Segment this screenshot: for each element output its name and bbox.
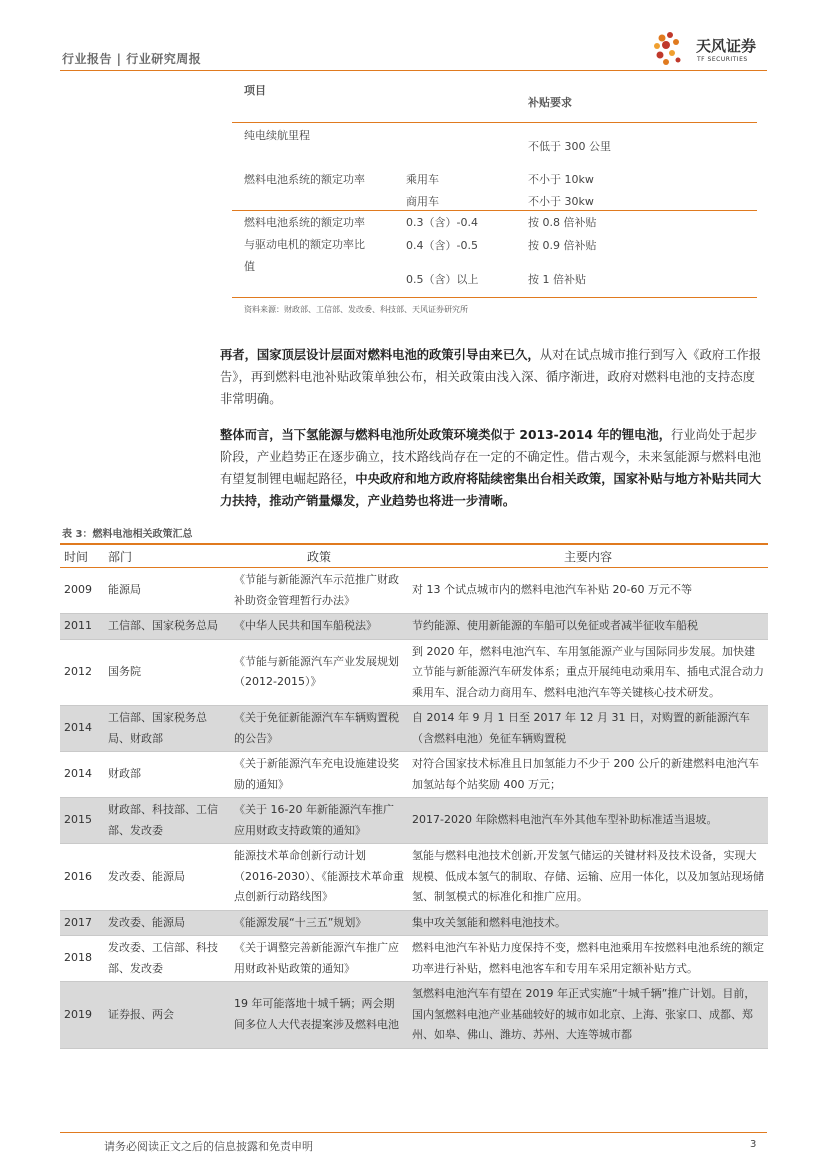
ratio-range: 0.3（含）-0.4 xyxy=(406,216,478,229)
cell-content: 集中攻关氢能和燃料电池技术。 xyxy=(408,910,768,936)
range-label: 纯电续航里程 xyxy=(244,129,310,142)
logo-text-cn: 天风证券 xyxy=(696,37,757,55)
range-requirement: 不低于 300 公里 xyxy=(528,140,611,153)
cell-year: 2015 xyxy=(60,798,104,844)
ratio-label-line: 与驱动电机的额定功率比 xyxy=(244,238,365,251)
cell-policy: 《节能与新能源汽车产业发展规划（2012-2015）》 xyxy=(230,639,408,706)
table-header-row xyxy=(60,544,768,568)
cell-policy: 《能源发展“十三五”规划》 xyxy=(230,910,408,936)
table-row xyxy=(60,798,768,844)
col-header-department: 部门 xyxy=(104,544,230,568)
cell-department: 国务院 xyxy=(104,639,230,706)
cell-department: 发改委、工信部、科技部、发改委 xyxy=(104,936,230,982)
cell-content: 节约能源、使用新能源的车船可以免征或者减半征收车船税 xyxy=(408,614,768,640)
cell-year: 2019 xyxy=(60,982,104,1049)
paragraph-bold-lead: 整体而言，当下氢能源与燃料电池所处政策环境类似于 2013-2014 年的锂电池， xyxy=(220,428,672,442)
paragraph-bold-lead: 再者，国家顶层设计层面对燃料电池的政策引导由来已久， xyxy=(220,348,540,362)
cell-content: 燃料电池汽车补贴力度保持不变，燃料电池乘用车按燃料电池系统的额定功率进行补贴，燃料电池客车和专用车采用定额补贴方式。 xyxy=(408,936,768,982)
ratio-requirement: 按 0.8 倍补贴 xyxy=(528,216,597,229)
table-rule xyxy=(232,122,757,123)
cell-department: 能源局 xyxy=(104,568,230,614)
cell-policy: 《中华人民共和国车船税法》 xyxy=(230,614,408,640)
paragraph-bold-conclusion: 中央政府和地方政府将陆续密集出台相关政策，国家补贴与地方补贴共同大力扶持，推动产销量爆发，产业趋势也将进一步清晰。 xyxy=(220,472,762,508)
paragraph-policy-history xyxy=(220,344,765,410)
table-rule xyxy=(232,210,757,211)
cell-year: 2011 xyxy=(60,614,104,640)
power-requirement: 不小于 10kw xyxy=(528,173,594,186)
cell-policy: 《关于新能源汽车充电设施建设奖励的通知》 xyxy=(230,752,408,798)
logo-text-en: TF SECURITIES xyxy=(697,56,748,63)
ratio-requirement: 按 0.9 倍补贴 xyxy=(528,239,597,252)
cell-department: 工信部、国家税务总局 xyxy=(104,614,230,640)
table-row xyxy=(60,844,768,911)
table-caption: 表 3：燃料电池相关政策汇总 xyxy=(62,529,193,540)
col-header-item: 项目 xyxy=(244,84,266,97)
power-type: 乘用车 xyxy=(406,173,439,186)
cell-content: 氢能与燃料电池技术创新,开发氢气储运的关键材料及技术设备，实现大规模、低成本氢气的制取、存储、运输、应用一体化，以及加氢站现场储氢、制氢模式的标准化和推广应用。 xyxy=(408,844,768,911)
ratio-label-line: 值 xyxy=(244,260,255,273)
ratio-range: 0.4（含）-0.5 xyxy=(406,239,478,252)
cell-content: 对 13 个试点城市内的燃料电池汽车补贴 20-60 万元不等 xyxy=(408,568,768,614)
cell-year: 2012 xyxy=(60,639,104,706)
col-header-policy: 政策 xyxy=(230,544,408,568)
page-number: 3 xyxy=(750,1139,757,1150)
cell-year: 2014 xyxy=(60,706,104,752)
cell-department: 发改委、能源局 xyxy=(104,910,230,936)
power-label: 燃料电池系统的额定功率 xyxy=(244,173,365,186)
cell-policy: 19 年可能落地十城千辆；两会期间多位人大代表提案涉及燃料电池 xyxy=(230,982,408,1049)
ratio-range: 0.5（含）以上 xyxy=(406,273,479,286)
footer-divider xyxy=(60,1132,767,1133)
table-rule xyxy=(232,297,757,298)
table-row xyxy=(60,706,768,752)
paragraph-text: 行业尚处于起步阶段，产业趋势正在逐步确立，技术路线尚存在一定的不确定性。借古观今，未来氢能源与燃料电池有望复制锂电崛起路径， xyxy=(220,428,762,486)
cell-policy: 《关于 16-20 年新能源汽车推广应用财政支持政策的通知》 xyxy=(230,798,408,844)
source-note: 资料来源：财政部、工信部、发改委、科技部、天风证券研究所 xyxy=(244,305,468,314)
table-row xyxy=(60,982,768,1049)
header-divider xyxy=(60,70,767,71)
col-header-year: 时间 xyxy=(60,544,104,568)
power-requirement: 不小于 30kw xyxy=(528,195,594,208)
cell-year: 2016 xyxy=(60,844,104,911)
cell-policy: 《关于调整完善新能源汽车推广应用财政补贴政策的通知》 xyxy=(230,936,408,982)
power-type: 商用车 xyxy=(406,195,439,208)
policy-summary-table xyxy=(60,543,768,1049)
table-row xyxy=(60,639,768,706)
table-row xyxy=(60,910,768,936)
paragraph-text: 从对在试点城市推行到写入《政府工作报告》，再到燃料电池补贴政策单独公布，相关政策由浅入深、循序渐进，政府对燃料电池的支持态度非常明确。 xyxy=(220,348,762,406)
ratio-label-line: 燃料电池系统的额定功率 xyxy=(244,216,365,229)
paragraph-overall-outlook xyxy=(220,424,765,512)
col-header-content: 主要内容 xyxy=(408,544,768,568)
table-row xyxy=(60,614,768,640)
cell-policy: 《节能与新能源汽车示范推广财政补助资金管理暂行办法》 xyxy=(230,568,408,614)
cell-department: 工信部、国家税务总局、财政部 xyxy=(104,706,230,752)
cell-department: 证券报、两会 xyxy=(104,982,230,1049)
col-header-requirement: 补贴要求 xyxy=(528,96,572,109)
cell-year: 2014 xyxy=(60,752,104,798)
table-row xyxy=(60,752,768,798)
footer-disclaimer: 请务必阅读正文之后的信息披露和免责申明 xyxy=(104,1140,313,1153)
cell-content: 氢燃料电池汽车有望在 2019 年正式实施“十城千辆”推广计划。目前，国内氢燃料电池产业基础较好的城市如北京、上海、张家口、成都、郑州、如皋、佛山、潍坊、苏州、大连等城市都 xyxy=(408,982,768,1049)
cell-year: 2018 xyxy=(60,936,104,982)
cell-department: 财政部、科技部、工信部、发改委 xyxy=(104,798,230,844)
table-row xyxy=(60,568,768,614)
cell-content: 2017-2020 年除燃料电池汽车外其他车型补助标准适当退坡。 xyxy=(408,798,768,844)
cell-content: 对符合国家技术标准且日加氢能力不少于 200 公斤的新建燃料电池汽车加氢站每个站奖励 400 万元； xyxy=(408,752,768,798)
cell-content: 自 2014 年 9 月 1 日至 2017 年 12 月 31 日，对购置的新能源汽车（含燃料电池）免征车辆购置税 xyxy=(408,706,768,752)
cell-year: 2009 xyxy=(60,568,104,614)
cell-content: 到 2020 年，燃料电池汽车、车用氢能源产业与国际同步发展。加快建立节能与新能源汽车研发体系；重点开展纯电动乘用车、插电式混合动力乘用车、混合动力商用车、燃料电池汽车等关键核心技术研发。 xyxy=(408,639,768,706)
cell-department: 财政部 xyxy=(104,752,230,798)
cell-department: 发改委、能源局 xyxy=(104,844,230,911)
table-row xyxy=(60,936,768,982)
ratio-requirement: 按 1 倍补贴 xyxy=(528,273,586,286)
cell-policy: 《关于免征新能源汽车车辆购置税的公告》 xyxy=(230,706,408,752)
cell-year: 2017 xyxy=(60,910,104,936)
cell-policy: 能源技术革命创新行动计划（2016-2030）、《能源技术革命重点创新行动路线图》 xyxy=(230,844,408,911)
report-type-header: 行业报告 | 行业研究周报 xyxy=(62,52,202,66)
